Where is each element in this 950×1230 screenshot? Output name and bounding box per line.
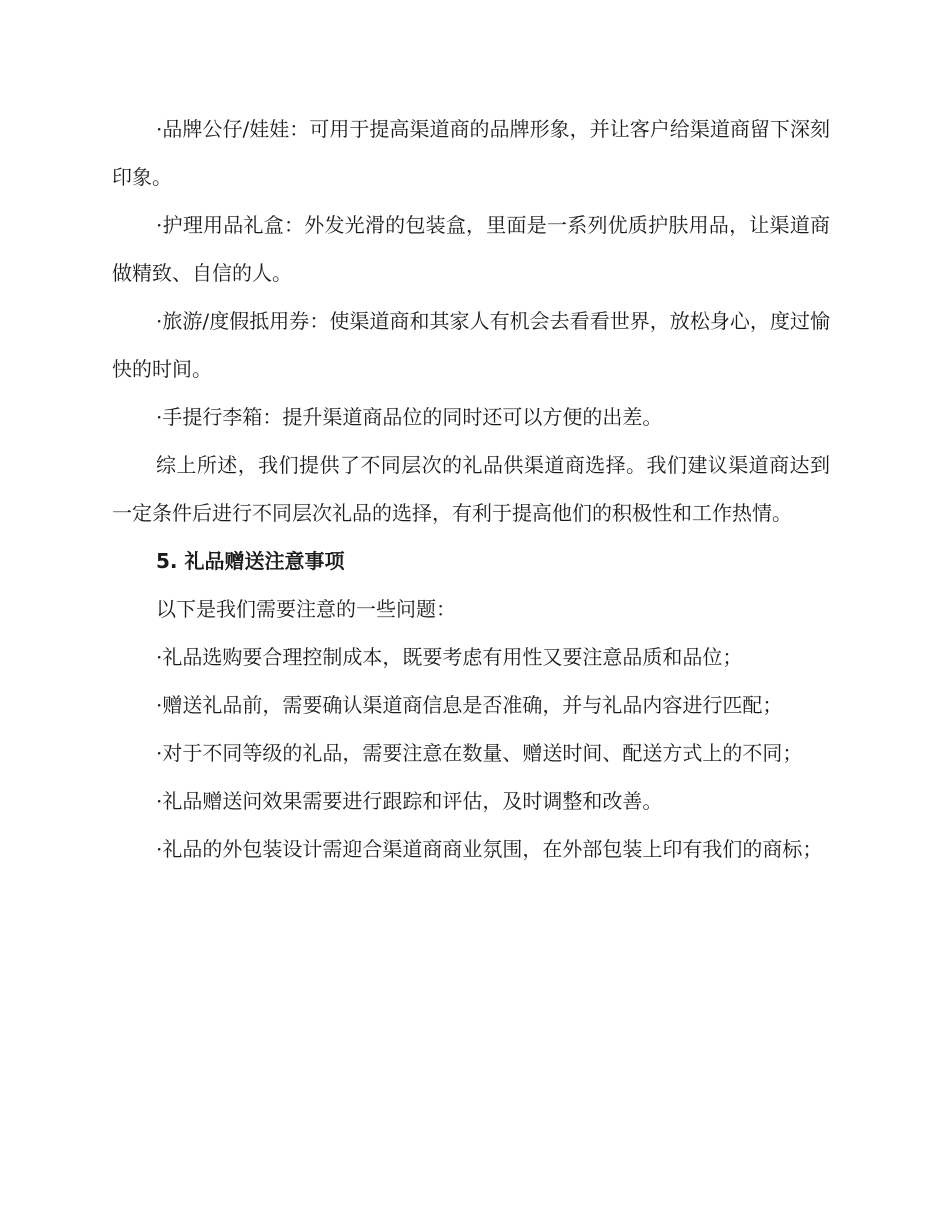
paragraph-issue-packaging: ·礼品的外包装设计需迎合渠道商商业氛围，在外部包装上印有我们的商标； [156,837,823,861]
paragraph-summary: 综上所述，我们提供了不同层次的礼品供渠道商选择。我们建议渠道商达到一定条件后进行不同层次礼品的选择，有利于提高他们的积极性和工作热情。 [112,453,830,525]
paragraph-suitcase: ·手提行李箱：提升渠道商品位的同时还可以方便的出差。 [156,405,663,429]
paragraph-brand-doll: ·品牌公仔/娃娃：可用于提高渠道商的品牌形象，并让客户给渠道商留下深刻印象。 [112,117,830,189]
paragraph-care-giftbox: ·护理用品礼盒：外发光滑的包装盒，里面是一系列优质护肤用品，让渠道商做精致、自信的人。 [112,213,830,285]
paragraph-intro-issues: 以下是我们需要注意的一些问题： [156,597,456,621]
paragraph-issue-cost: ·礼品选购要合理控制成本，既要考虑有用性又要注意品质和品位； [156,645,743,669]
section-heading: 5. 礼品赠送注意事项 [156,549,345,573]
paragraph-issue-levels: ·对于不同等级的礼品，需要注意在数量、赠送时间、配送方式上的不同； [156,741,803,765]
paragraph-issue-tracking: ·礼品赠送问效果需要进行跟踪和评估，及时调整和改善。 [156,789,663,813]
paragraph-travel-voucher: ·旅游/度假抵用券：使渠道商和其家人有机会去看看世界，放松身心，度过愉快的时间。 [112,309,830,381]
paragraph-issue-verify: ·赠送礼品前，需要确认渠道商信息是否准确，并与礼品内容进行匹配； [156,693,783,717]
document-page [112,105,830,873]
